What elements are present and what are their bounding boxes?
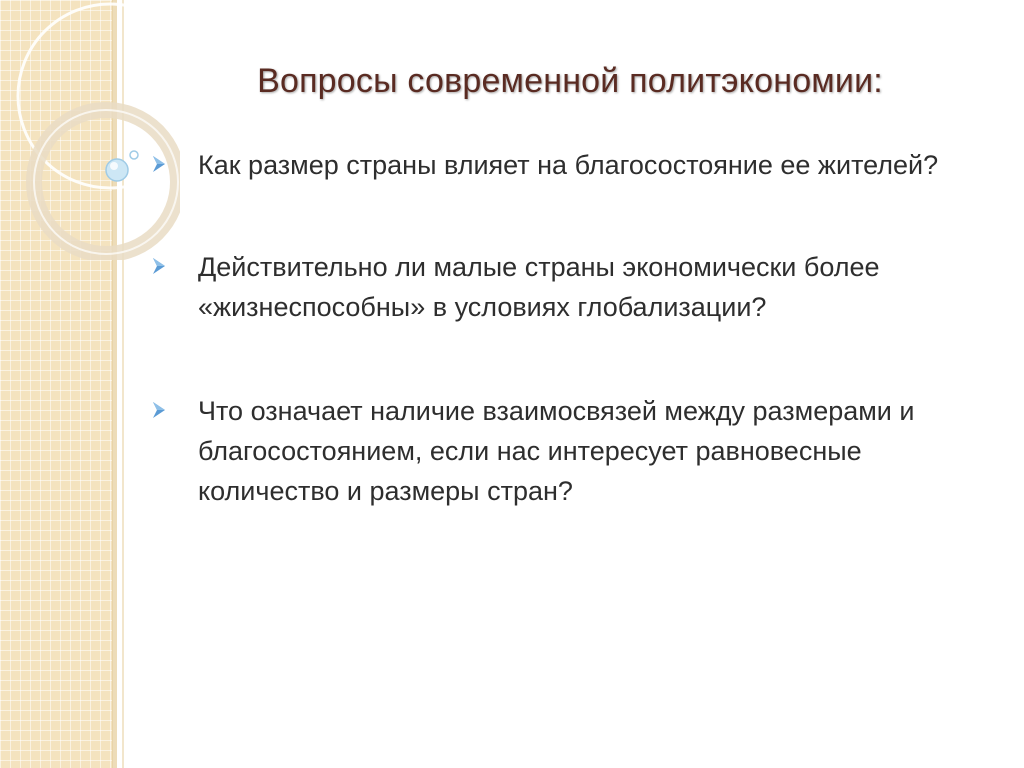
list-item	[150, 145, 970, 185]
list-item	[150, 247, 970, 327]
arrow-bullet-icon	[150, 399, 170, 421]
bullet-text: Что означает наличие взаимосвязей между размерами и благосостоянием, если нас интересует равновесные количество и размеры стран?	[198, 396, 915, 506]
bullet-text: Как размер страны влияет на благосостояние ее жителей?	[198, 150, 939, 180]
arrow-bullet-icon	[150, 255, 170, 277]
slide-title: Вопросы современной политэкономии:	[257, 62, 883, 100]
list-item	[150, 391, 970, 511]
arrow-bullet-icon	[150, 153, 170, 175]
bullet-list	[150, 145, 970, 573]
bullet-text: Действительно ли малые страны экономически более «жизнеспособны» в условиях глобализации?	[198, 252, 880, 322]
